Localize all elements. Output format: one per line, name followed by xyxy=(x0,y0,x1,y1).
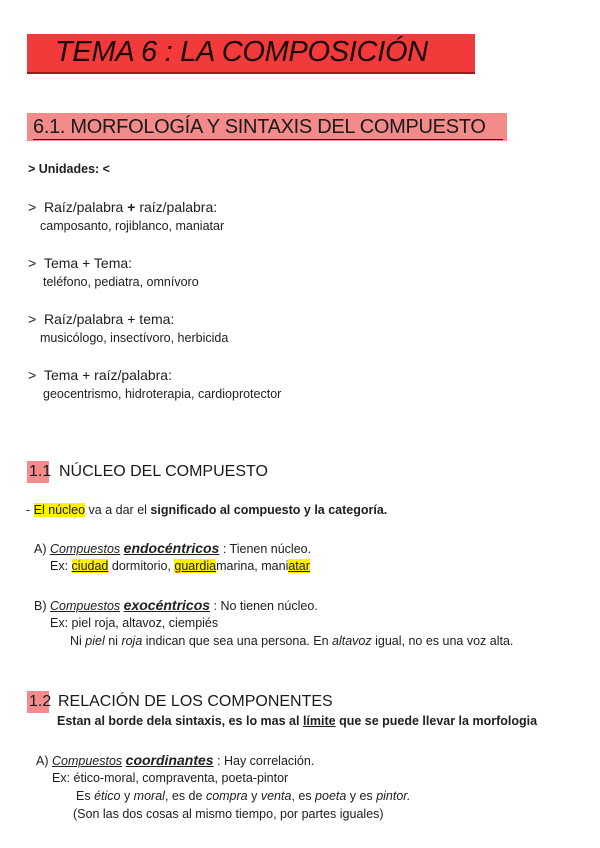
intro-mid: va a dar el xyxy=(85,503,151,517)
exocentricos-examples: Ex: piel roja, altavoz, ciempiés xyxy=(50,616,219,630)
section-12-number: 1.2 xyxy=(29,693,52,710)
note-text: y es xyxy=(346,789,377,803)
highlight-atar: atar xyxy=(288,559,310,573)
sub-text: Estan al borde dela sintaxis, es lo mas al xyxy=(57,714,303,728)
unit-1-part-a: Raíz/palabra xyxy=(43,199,124,215)
note-italic: pintor. xyxy=(376,789,411,803)
endocentricos-key: endocéntricos xyxy=(123,540,220,556)
section-11-title: NÚCLEO DEL COMPUESTO xyxy=(59,463,268,480)
unit-2-label: Tema + Tema: xyxy=(43,255,133,271)
section-61-underline xyxy=(33,139,503,140)
exocentricos-key: exocéntricos xyxy=(123,597,211,613)
note-italic: ético xyxy=(94,789,121,803)
note-text: y xyxy=(247,789,261,803)
ex-text: marina, mani xyxy=(216,559,289,573)
note-text: y xyxy=(120,789,134,803)
arrow-icon: > xyxy=(28,255,37,271)
unit-2-rule xyxy=(28,255,132,271)
highlight-nucleo: El núcleo xyxy=(33,503,86,517)
coordinantes-def xyxy=(36,752,314,768)
arrow-icon: > xyxy=(28,311,37,327)
main-title-banner xyxy=(27,34,475,74)
compuestos-word: Compuestos xyxy=(51,754,123,768)
unit-4-label: Tema + raíz/palabra: xyxy=(43,367,172,383)
coordinantes-note xyxy=(76,789,410,803)
note-italic: moral xyxy=(133,789,165,803)
unidades-label: > Unidades: < xyxy=(28,162,110,176)
section-12-title: RELACIÓN DE LOS COMPONENTES xyxy=(58,693,333,710)
section-61-title: 6.1. MORFOLOGÍA Y SINTAXIS DEL COMPUESTO xyxy=(33,116,486,138)
note-text: , es xyxy=(291,789,316,803)
item-letter: B) xyxy=(34,599,47,613)
unit-1-plus: + xyxy=(127,199,136,215)
dash: - xyxy=(26,503,34,517)
arrow-icon: > xyxy=(28,199,37,215)
intro-bold: significado al compuesto y la categoría. xyxy=(150,503,388,517)
exocentricos-def xyxy=(34,597,318,613)
unit-4-rule xyxy=(28,367,172,383)
ex-label: Ex: xyxy=(50,559,72,573)
unit-4-examples: geocentrismo, hidroterapia, cardioprotector xyxy=(43,387,282,401)
sub-text: que se puede llevar la morfologia xyxy=(335,714,538,728)
section-61-banner xyxy=(27,113,507,141)
exocentricos-desc: No tienen núcleo. xyxy=(220,599,318,613)
item-letter: A) xyxy=(36,754,49,768)
highlight-ciudad: ciudad xyxy=(71,559,109,573)
compuestos-word: Compuestos xyxy=(49,599,121,613)
item-letter: A) xyxy=(34,542,47,556)
coordinantes-paren: (Son las dos cosas al mismo tiempo, por partes iguales) xyxy=(73,807,384,821)
unit-3-label: Raíz/palabra + tema: xyxy=(43,311,175,327)
sep: : xyxy=(210,599,221,613)
note-italic: altavoz xyxy=(332,634,372,648)
note-text: indican que sea una persona. En xyxy=(142,634,333,648)
unit-2-examples: teléfono, pediatra, omnívoro xyxy=(43,275,199,289)
note-italic: poeta xyxy=(315,789,347,803)
sub-underlined: límite xyxy=(302,714,336,728)
endocentricos-examples xyxy=(50,559,310,573)
note-text: , es de xyxy=(164,789,206,803)
nucleo-intro xyxy=(26,503,387,517)
exocentricos-note xyxy=(70,634,513,648)
coordinantes-desc: : Hay correlación. xyxy=(213,754,315,768)
compuestos-word: Compuestos xyxy=(49,542,121,556)
note-text: Ni xyxy=(70,634,86,648)
note-text: Es xyxy=(76,789,95,803)
note-italic: piel xyxy=(85,634,105,648)
coordinantes-examples: Ex: ético-moral, compraventa, poeta-pintor xyxy=(52,771,289,785)
section-12-subtitle xyxy=(57,714,537,728)
unit-1-part-b: raíz/palabra: xyxy=(139,199,218,215)
note-text: igual, no es una voz alta. xyxy=(371,634,514,648)
unit-3-examples: musicólogo, insectívoro, herbicida xyxy=(40,331,229,345)
endocentricos-desc: : Tienen núcleo. xyxy=(219,542,312,556)
note-italic: roja xyxy=(121,634,143,648)
section-11-number: 1.1 xyxy=(29,463,52,480)
highlight-guardia: guardia xyxy=(174,559,217,573)
arrow-icon: > xyxy=(28,367,37,383)
unit-1-examples: camposanto, rojiblanco, maniatar xyxy=(40,219,225,233)
ex-text: dormitorio, xyxy=(108,559,175,573)
note-italic: compra xyxy=(205,789,248,803)
section-11-number-box xyxy=(27,461,52,483)
unit-3-rule xyxy=(28,311,174,327)
note-italic: venta xyxy=(260,789,292,803)
coordinantes-key: coordinantes xyxy=(125,752,214,768)
section-12-number-box xyxy=(27,691,52,713)
endocentricos-def xyxy=(34,540,311,556)
unit-1-rule xyxy=(28,199,217,215)
note-text: ni xyxy=(104,634,122,648)
main-title: TEMA 6 : LA COMPOSICIÓN xyxy=(55,36,428,68)
